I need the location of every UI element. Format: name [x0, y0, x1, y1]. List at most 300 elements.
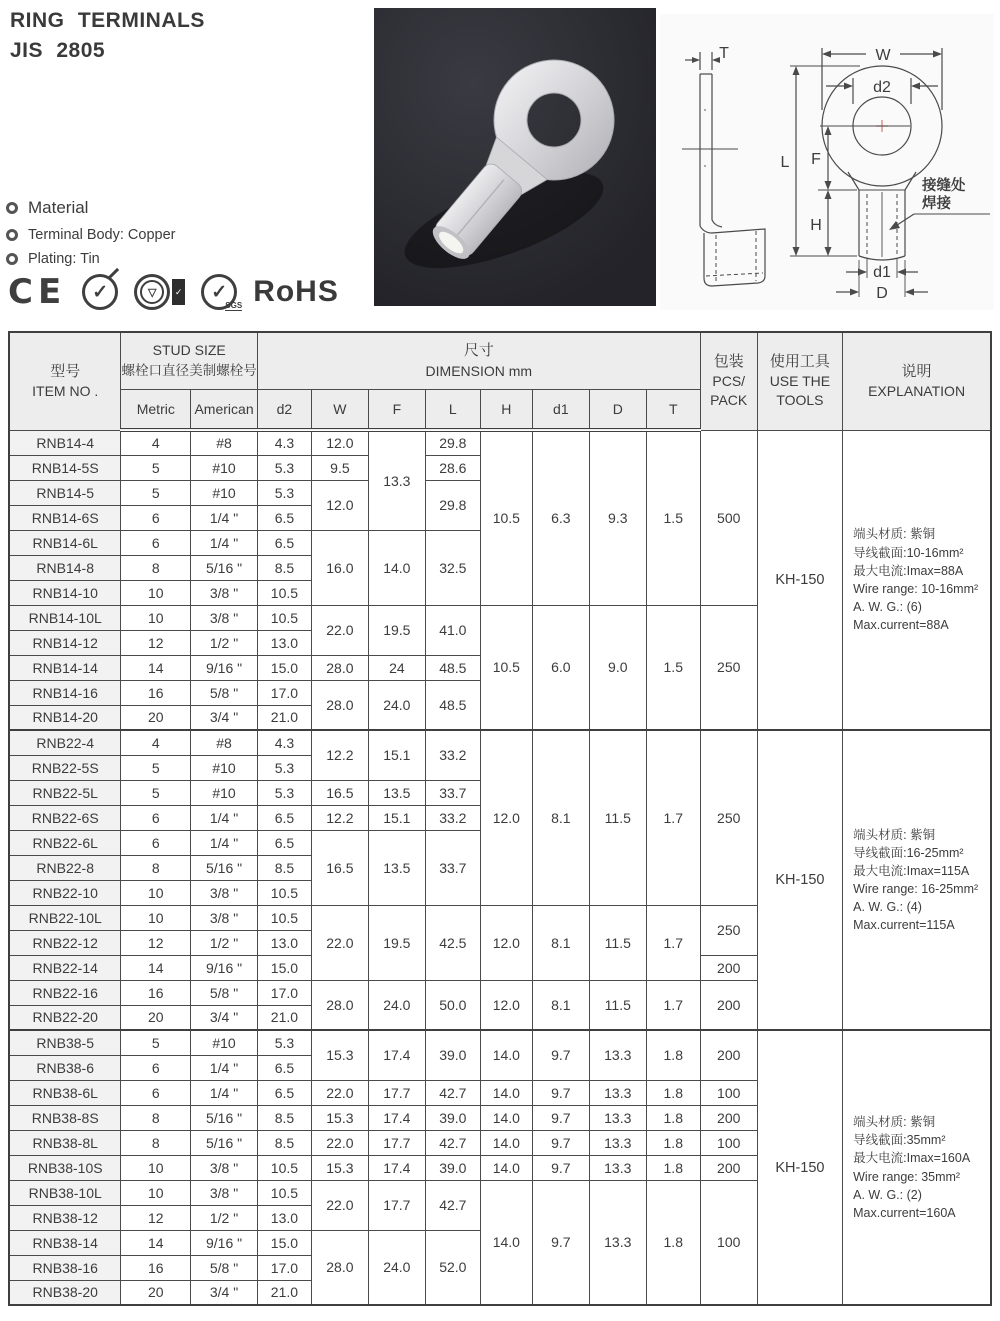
value-cell-d2: 10.5: [257, 605, 311, 630]
ring-terminal-photo: [374, 8, 656, 306]
value-cell-T: 1.7: [646, 980, 700, 1030]
value-cell-d2: 13.0: [257, 1205, 311, 1230]
value-cell-pack: 250: [700, 905, 757, 955]
value-cell-pack: 500: [700, 430, 757, 605]
value-cell-d2: 17.0: [257, 680, 311, 705]
header-col-h: H: [480, 390, 532, 431]
value-cell-metric: 6: [121, 1080, 191, 1105]
value-cell-W: 12.2: [311, 730, 368, 780]
value-cell-L: 32.5: [425, 530, 480, 605]
value-cell-metric: 14: [121, 1230, 191, 1255]
value-cell-d2: 5.3: [257, 780, 311, 805]
dim-label-T: T: [719, 45, 729, 62]
value-cell-american: 1/4 ": [191, 530, 258, 555]
value-cell-H: 12.0: [480, 905, 532, 980]
header-col-d2: d2: [257, 390, 311, 431]
value-cell-W: 28.0: [311, 680, 368, 730]
value-cell-d2: 10.5: [257, 905, 311, 930]
value-cell-d2: 13.0: [257, 630, 311, 655]
value-cell-metric: 6: [121, 530, 191, 555]
value-cell-F: 17.4: [368, 1030, 425, 1080]
material-item-row: [6, 251, 176, 267]
value-cell-metric: 10: [121, 905, 191, 930]
item-no-cell: RNB22-20: [9, 1005, 121, 1030]
table-header: [9, 332, 991, 430]
material-section: [6, 198, 176, 275]
header-col-t: T: [646, 390, 700, 431]
value-cell-d1: 9.7: [532, 1155, 589, 1180]
value-cell-d2: 15.0: [257, 655, 311, 680]
item-no-cell: RNB14-8: [9, 555, 121, 580]
value-cell-metric: 16: [121, 980, 191, 1005]
value-cell-W: 15.3: [311, 1105, 368, 1130]
value-cell-d1: 9.7: [532, 1130, 589, 1155]
explanation-cell: [843, 1030, 991, 1305]
item-no-cell: RNB14-4: [9, 430, 121, 455]
page-subtitle: JIS 2805: [10, 39, 106, 63]
item-no-cell: RNB22-10L: [9, 905, 121, 930]
value-cell-L: 29.8: [425, 480, 480, 530]
header-col-w: W: [311, 390, 368, 431]
value-cell-W: 16.5: [311, 780, 368, 805]
value-cell-F: 24.0: [368, 980, 425, 1030]
value-cell-L: 42.5: [425, 905, 480, 980]
sgs-badge-icon: ✓ SGS: [201, 274, 237, 310]
weld-annotation-line2: 焊接: [922, 196, 951, 212]
value-cell-d2: 5.3: [257, 480, 311, 505]
value-cell-d2: 10.5: [257, 1155, 311, 1180]
value-cell-T: 1.5: [646, 605, 700, 730]
explanation-line: Max.current=88A: [853, 618, 949, 632]
explanation-line: A. W. G.: (6): [853, 599, 922, 614]
value-cell-L: 33.7: [425, 780, 480, 805]
value-cell-D: 13.3: [589, 1030, 646, 1080]
explanation-line: 端头材质: 紫铜: [853, 527, 936, 542]
value-cell-d2: 10.5: [257, 880, 311, 905]
material-item: Terminal Body: Copper: [28, 227, 176, 243]
value-cell-metric: 5: [121, 1030, 191, 1055]
value-cell-american: 1/4 ": [191, 830, 258, 855]
item-no-cell: RNB38-6: [9, 1055, 121, 1080]
value-cell-W: 12.2: [311, 805, 368, 830]
value-cell-D: 11.5: [589, 980, 646, 1030]
value-cell-metric: 10: [121, 1155, 191, 1180]
value-cell-metric: 20: [121, 1280, 191, 1305]
value-cell-d2: 10.5: [257, 1180, 311, 1205]
item-no-cell: RNB14-10: [9, 580, 121, 605]
value-cell-d2: 5.3: [257, 455, 311, 480]
value-cell-d2: 17.0: [257, 980, 311, 1005]
rohs-label: RoHS: [253, 275, 339, 308]
value-cell-american: 5/8 ": [191, 980, 258, 1005]
item-no-cell: RNB22-10: [9, 880, 121, 905]
value-cell-d2: 10.5: [257, 580, 311, 605]
item-no-cell: RNB14-6S: [9, 505, 121, 530]
value-cell-d2: 21.0: [257, 1280, 311, 1305]
value-cell-american: #10: [191, 480, 258, 505]
value-cell-american: #10: [191, 1030, 258, 1055]
weld-annotation-line1: 接缝处: [922, 178, 966, 194]
value-cell-american: 3/8 ": [191, 605, 258, 630]
value-cell-american: 1/4 ": [191, 1080, 258, 1105]
value-cell-metric: 12: [121, 630, 191, 655]
value-cell-pack: 100: [700, 1180, 757, 1305]
value-cell-d2: 6.5: [257, 1055, 311, 1080]
value-cell-L: 42.7: [425, 1080, 480, 1105]
explanation-line: 端头材质: 紫铜: [853, 827, 936, 842]
value-cell-metric: 10: [121, 580, 191, 605]
value-cell-W: 22.0: [311, 605, 368, 655]
item-no-cell: RNB22-5L: [9, 780, 121, 805]
value-cell-d1: 6.0: [532, 605, 589, 730]
value-cell-american: 5/16 ": [191, 555, 258, 580]
bullet-icon: [6, 202, 18, 214]
header-stud-size: STUD SIZE 螺栓口直径 美制螺栓号: [121, 332, 257, 390]
value-cell-american: #8: [191, 430, 258, 455]
value-cell-d2: 15.0: [257, 1230, 311, 1255]
value-cell-T: 1.8: [646, 1130, 700, 1155]
value-cell-metric: 20: [121, 705, 191, 730]
explanation-line: Wire range: 35mm²: [853, 1169, 961, 1184]
value-cell-metric: 10: [121, 605, 191, 630]
explanation-line: 导线截面:16-25mm²: [853, 845, 964, 860]
value-cell-W: 16.5: [311, 830, 368, 905]
value-cell-d2: 5.3: [257, 755, 311, 780]
value-cell-F: 19.5: [368, 605, 425, 655]
explanation-line: A. W. G.: (2): [853, 1187, 922, 1202]
value-cell-d2: 6.5: [257, 805, 311, 830]
value-cell-d2: 6.5: [257, 830, 311, 855]
value-cell-pack: 200: [700, 980, 757, 1030]
value-cell-L: 33.7: [425, 830, 480, 905]
value-cell-american: 1/4 ": [191, 505, 258, 530]
header-col-d1: d1: [532, 390, 589, 431]
specification-table: [8, 331, 992, 1306]
value-cell-L: 52.0: [425, 1230, 480, 1305]
item-no-cell: RNB14-20: [9, 705, 121, 730]
item-no-cell: RNB14-10L: [9, 605, 121, 630]
dim-label-d1: d1: [873, 264, 891, 281]
value-cell-D: 11.5: [589, 730, 646, 905]
value-cell-metric: 8: [121, 1105, 191, 1130]
value-cell-metric: 6: [121, 1055, 191, 1080]
value-cell-F: 13.5: [368, 780, 425, 805]
value-cell-F: 17.4: [368, 1155, 425, 1180]
item-no-cell: RNB14-16: [9, 680, 121, 705]
value-cell-metric: 10: [121, 1180, 191, 1205]
explanation-line: 最大电流:Imax=88A: [853, 563, 964, 578]
value-cell-american: 3/8 ": [191, 1155, 258, 1180]
item-no-cell: RNB38-14: [9, 1230, 121, 1255]
value-cell-d2: 21.0: [257, 705, 311, 730]
header-explanation: 说明 EXPLANATION: [843, 332, 991, 430]
header-metric: Metric: [121, 390, 191, 431]
value-cell-d2: 6.5: [257, 1080, 311, 1105]
value-cell-L: 42.7: [425, 1130, 480, 1155]
value-cell-d2: 4.3: [257, 730, 311, 755]
header-stud-metric-cn: 螺栓口直径: [121, 363, 190, 379]
table-row: [9, 430, 991, 455]
value-cell-d2: 15.0: [257, 955, 311, 980]
item-no-cell: RNB38-10S: [9, 1155, 121, 1180]
header-col-l: L: [425, 390, 480, 431]
value-cell-W: 28.0: [311, 980, 368, 1030]
quality-check-badge-icon: ✓: [82, 274, 118, 310]
value-cell-D: 9.3: [589, 430, 646, 605]
item-no-cell: RNB38-20: [9, 1280, 121, 1305]
item-no-cell: RNB38-8L: [9, 1130, 121, 1155]
value-cell-W: 22.0: [311, 905, 368, 980]
value-cell-T: 1.7: [646, 730, 700, 905]
value-cell-metric: 14: [121, 955, 191, 980]
value-cell-L: 39.0: [425, 1030, 480, 1080]
header-item-no: 型号 ITEM NO .: [9, 332, 121, 430]
item-no-cell: RNB38-6L: [9, 1080, 121, 1105]
value-cell-metric: 12: [121, 1205, 191, 1230]
value-cell-d1: 9.7: [532, 1030, 589, 1080]
value-cell-american: 3/8 ": [191, 905, 258, 930]
item-no-cell: RNB22-6S: [9, 805, 121, 830]
value-cell-F: 24: [368, 655, 425, 680]
dim-label-H: H: [810, 217, 822, 234]
value-cell-american: 9/16 ": [191, 955, 258, 980]
value-cell-F: 13.3: [368, 430, 425, 530]
item-no-cell: RNB22-8: [9, 855, 121, 880]
value-cell-american: 9/16 ": [191, 655, 258, 680]
value-cell-F: 14.0: [368, 530, 425, 605]
material-heading: Material: [28, 198, 89, 217]
value-cell-W: 28.0: [311, 1230, 368, 1305]
dim-label-F: F: [811, 151, 821, 168]
value-cell-american: 1/2 ": [191, 930, 258, 955]
value-cell-metric: 6: [121, 830, 191, 855]
value-cell-F: 24.0: [368, 1230, 425, 1305]
value-cell-H: 10.5: [480, 605, 532, 730]
value-cell-L: 29.8: [425, 430, 480, 455]
explanation-line: 导线截面:35mm²: [853, 1133, 946, 1148]
value-cell-W: 15.3: [311, 1155, 368, 1180]
item-no-cell: RNB14-5: [9, 480, 121, 505]
value-cell-american: #8: [191, 730, 258, 755]
value-cell-T: 1.8: [646, 1155, 700, 1180]
value-cell-d1: 9.7: [532, 1105, 589, 1130]
value-cell-american: 5/16 ": [191, 855, 258, 880]
value-cell-pack: 200: [700, 1155, 757, 1180]
value-cell-american: 3/4 ": [191, 1005, 258, 1030]
value-cell-american: 1/4 ": [191, 1055, 258, 1080]
value-cell-metric: 6: [121, 505, 191, 530]
item-no-cell: RNB22-16: [9, 980, 121, 1005]
item-no-cell: RNB14-12: [9, 630, 121, 655]
value-cell-D: 13.3: [589, 1105, 646, 1130]
value-cell-american: 3/8 ": [191, 580, 258, 605]
material-item: Plating: Tin: [28, 251, 100, 267]
value-cell-metric: 8: [121, 855, 191, 880]
value-cell-d2: 6.5: [257, 505, 311, 530]
explanation-line: 最大电流:Imax=115A: [853, 863, 970, 878]
table-body: [9, 430, 991, 1305]
value-cell-metric: 6: [121, 805, 191, 830]
certification-logos: [8, 272, 339, 312]
title-block: [10, 6, 205, 67]
value-cell-american: 3/4 ": [191, 1280, 258, 1305]
value-cell-H: 14.0: [480, 1180, 532, 1305]
value-cell-metric: 14: [121, 655, 191, 680]
header-tools: 使用工具 USE THE TOOLS: [757, 332, 842, 430]
value-cell-metric: 8: [121, 555, 191, 580]
header-american: American: [191, 390, 258, 431]
value-cell-american: 9/16 ": [191, 1230, 258, 1255]
value-cell-F: 17.7: [368, 1080, 425, 1105]
value-cell-H: 12.0: [480, 980, 532, 1030]
value-cell-pack: 100: [700, 1080, 757, 1105]
explanation-cell: [843, 730, 991, 1030]
value-cell-T: 1.8: [646, 1105, 700, 1130]
value-cell-F: 17.7: [368, 1130, 425, 1155]
technical-drawing: [660, 14, 994, 310]
value-cell-H: 14.0: [480, 1080, 532, 1105]
item-no-cell: RNB22-14: [9, 955, 121, 980]
tool-cell: KH-150: [757, 1030, 842, 1305]
triangle-cert-badge-icon: ▽ ✓: [134, 274, 185, 310]
value-cell-L: 33.2: [425, 805, 480, 830]
value-cell-L: 50.0: [425, 980, 480, 1030]
dim-label-W: W: [875, 47, 891, 64]
value-cell-L: 39.0: [425, 1105, 480, 1130]
value-cell-american: 5/8 ": [191, 680, 258, 705]
value-cell-metric: 5: [121, 755, 191, 780]
explanation-line: Wire range: 10-16mm²: [853, 581, 979, 596]
item-no-cell: RNB38-12: [9, 1205, 121, 1230]
value-cell-american: 3/4 ": [191, 705, 258, 730]
value-cell-L: 33.2: [425, 730, 480, 780]
value-cell-F: 15.1: [368, 805, 425, 830]
value-cell-W: 12.0: [311, 430, 368, 455]
value-cell-L: 48.5: [425, 680, 480, 730]
value-cell-metric: 4: [121, 730, 191, 755]
value-cell-d2: 8.5: [257, 1105, 311, 1130]
value-cell-d2: 8.5: [257, 555, 311, 580]
value-cell-american: 1/2 ": [191, 1205, 258, 1230]
item-no-cell: RNB22-4: [9, 730, 121, 755]
material-item-row: [6, 227, 176, 243]
value-cell-T: 1.8: [646, 1080, 700, 1105]
value-cell-american: #10: [191, 780, 258, 805]
value-cell-F: 13.5: [368, 830, 425, 905]
bullet-icon: [6, 229, 18, 241]
value-cell-metric: 20: [121, 1005, 191, 1030]
item-no-cell: RNB38-10L: [9, 1180, 121, 1205]
value-cell-metric: 5: [121, 455, 191, 480]
value-cell-F: 15.1: [368, 730, 425, 780]
dim-label-d2: d2: [873, 79, 891, 96]
table-row: [9, 730, 991, 755]
item-no-cell: RNB38-8S: [9, 1105, 121, 1130]
value-cell-L: 41.0: [425, 605, 480, 655]
value-cell-W: 16.0: [311, 530, 368, 605]
value-cell-L: 39.0: [425, 1155, 480, 1180]
value-cell-pack: 200: [700, 1105, 757, 1130]
value-cell-pack: 200: [700, 955, 757, 980]
value-cell-american: #10: [191, 455, 258, 480]
explanation-line: 导线截面:10-16mm²: [853, 545, 964, 560]
value-cell-american: 5/16 ": [191, 1105, 258, 1130]
item-no-cell: RNB14-5S: [9, 455, 121, 480]
value-cell-H: 14.0: [480, 1105, 532, 1130]
table-row: [9, 1030, 991, 1055]
value-cell-metric: 5: [121, 780, 191, 805]
value-cell-F: 17.7: [368, 1180, 425, 1230]
value-cell-H: 14.0: [480, 1030, 532, 1080]
tool-cell: KH-150: [757, 730, 842, 1030]
value-cell-W: 22.0: [311, 1180, 368, 1230]
value-cell-d1: 8.1: [532, 905, 589, 980]
item-no-cell: RNB14-14: [9, 655, 121, 680]
value-cell-american: 5/8 ": [191, 1255, 258, 1280]
value-cell-d2: 8.5: [257, 855, 311, 880]
value-cell-L: 42.7: [425, 1180, 480, 1230]
explanation-cell: [843, 430, 991, 730]
value-cell-F: 24.0: [368, 680, 425, 730]
value-cell-d1: 9.7: [532, 1180, 589, 1305]
value-cell-D: 13.3: [589, 1080, 646, 1105]
explanation-line: Max.current=160A: [853, 1205, 956, 1220]
value-cell-d2: 21.0: [257, 1005, 311, 1030]
value-cell-metric: 4: [121, 430, 191, 455]
value-cell-d1: 6.3: [532, 430, 589, 605]
value-cell-F: 17.4: [368, 1105, 425, 1130]
value-cell-H: 14.0: [480, 1155, 532, 1180]
explanation-line: Max.current=115A: [853, 918, 955, 933]
value-cell-T: 1.8: [646, 1030, 700, 1080]
item-no-cell: RNB22-5S: [9, 755, 121, 780]
value-cell-T: 1.7: [646, 905, 700, 980]
value-cell-american: 1/4 ": [191, 805, 258, 830]
value-cell-D: 13.3: [589, 1180, 646, 1305]
value-cell-american: 1/2 ": [191, 630, 258, 655]
item-no-cell: RNB14-6L: [9, 530, 121, 555]
value-cell-american: 3/8 ": [191, 880, 258, 905]
value-cell-pack: 250: [700, 730, 757, 905]
dim-label-L: L: [780, 154, 790, 171]
bullet-icon: [6, 253, 18, 265]
value-cell-metric: 5: [121, 480, 191, 505]
value-cell-D: 11.5: [589, 905, 646, 980]
header-pack: 包装 PCS/ PACK: [700, 332, 757, 430]
value-cell-L: 48.5: [425, 655, 480, 680]
value-cell-metric: 10: [121, 880, 191, 905]
tool-cell: KH-150: [757, 430, 842, 730]
value-cell-american: 3/8 ": [191, 1180, 258, 1205]
item-no-cell: RNB38-5: [9, 1030, 121, 1055]
value-cell-d1: 9.7: [532, 1080, 589, 1105]
value-cell-D: 13.3: [589, 1130, 646, 1155]
value-cell-american: #10: [191, 755, 258, 780]
value-cell-d2: 17.0: [257, 1255, 311, 1280]
value-cell-d2: 13.0: [257, 930, 311, 955]
header-col-f: F: [368, 390, 425, 431]
value-cell-H: 12.0: [480, 730, 532, 905]
value-cell-d2: 5.3: [257, 1030, 311, 1055]
value-cell-d2: 8.5: [257, 1130, 311, 1155]
value-cell-W: 22.0: [311, 1080, 368, 1105]
item-no-cell: RNB22-6L: [9, 830, 121, 855]
value-cell-D: 13.3: [589, 1155, 646, 1180]
material-heading-row: [6, 198, 176, 218]
value-cell-H: 14.0: [480, 1130, 532, 1155]
value-cell-W: 15.3: [311, 1030, 368, 1080]
header-stud-american-cn: 美制螺栓号: [189, 363, 257, 379]
